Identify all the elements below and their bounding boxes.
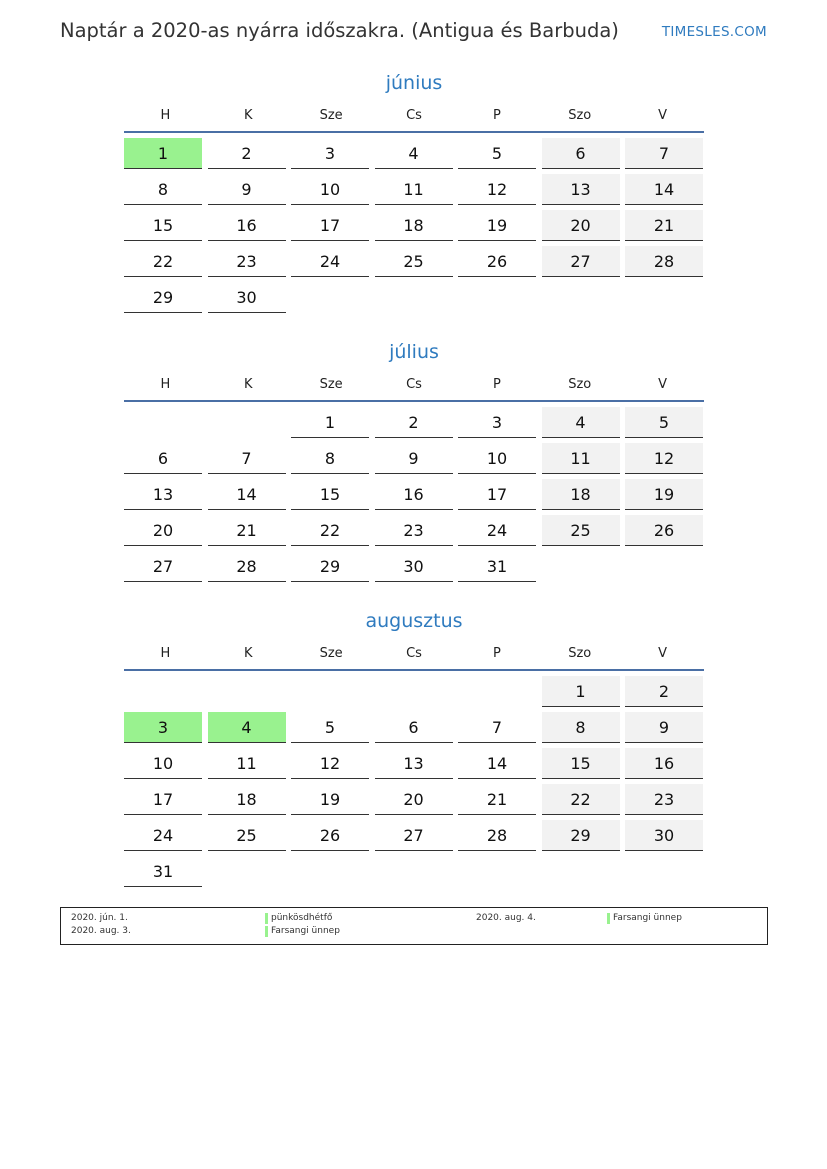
day-cell[interactable]: 14	[458, 748, 536, 779]
day-cell[interactable]: 6	[375, 712, 453, 743]
day-cell[interactable]: 22	[542, 784, 620, 815]
day-cell[interactable]: 30	[208, 282, 286, 313]
weekday-label: Szo	[568, 377, 592, 392]
weekday-label: H	[160, 108, 171, 123]
day-cell[interactable]: 5	[625, 407, 703, 438]
days-grid	[124, 671, 704, 892]
day-cell[interactable]: 3	[291, 138, 369, 169]
day-cell[interactable]: 23	[625, 784, 703, 815]
day-cell[interactable]: 2	[375, 407, 453, 438]
day-cell[interactable]: 29	[542, 820, 620, 851]
day-cell[interactable]: 23	[208, 246, 286, 277]
day-cell[interactable]: 9	[625, 712, 703, 743]
day-cell[interactable]: 7	[208, 443, 286, 474]
day-cell[interactable]: 12	[625, 443, 703, 474]
day-cell[interactable]: 26	[291, 820, 369, 851]
day-cell[interactable]: 16	[375, 479, 453, 510]
page-title: Naptár a 2020-as nyárra időszakra. (Antigua és Barbuda)	[60, 19, 619, 42]
weekday-header	[124, 640, 704, 671]
weekday-header	[124, 102, 704, 133]
day-cell[interactable]: 4	[542, 407, 620, 438]
day-cell[interactable]: 8	[291, 443, 369, 474]
day-cell[interactable]: 10	[124, 748, 202, 779]
empty-cell	[208, 676, 286, 707]
day-cell[interactable]: 27	[124, 551, 202, 582]
day-cell[interactable]: 31	[458, 551, 536, 582]
day-cell[interactable]: 18	[208, 784, 286, 815]
day-cell[interactable]: 16	[625, 748, 703, 779]
weekday-label: Cs	[406, 377, 422, 392]
day-cell[interactable]: 13	[375, 748, 453, 779]
month-title: augusztus	[365, 610, 463, 632]
day-cell[interactable]: 19	[625, 479, 703, 510]
day-cell[interactable]: 26	[458, 246, 536, 277]
day-cell[interactable]: 24	[291, 246, 369, 277]
day-cell[interactable]: 20	[375, 784, 453, 815]
empty-cell	[208, 407, 286, 438]
day-cell[interactable]: 8	[542, 712, 620, 743]
days-grid	[124, 133, 704, 318]
legend-holiday-name: Farsangi ünnep	[607, 913, 682, 923]
day-cell[interactable]: 13	[542, 174, 620, 205]
day-cell[interactable]: 6	[124, 443, 202, 474]
day-cell[interactable]: 14	[208, 479, 286, 510]
day-cell[interactable]: 12	[291, 748, 369, 779]
day-cell[interactable]: 13	[124, 479, 202, 510]
day-cell[interactable]: 16	[208, 210, 286, 241]
day-cell[interactable]: 18	[375, 210, 453, 241]
weekday-label: P	[492, 108, 501, 123]
legend-holiday-name: pünkösdhétfő	[265, 913, 332, 923]
day-cell[interactable]: 20	[124, 515, 202, 546]
weekday-label: K	[244, 646, 253, 661]
weekday-label: Cs	[406, 108, 422, 123]
weekday-label: K	[244, 108, 253, 123]
weekday-label: Cs	[406, 646, 422, 661]
weekday-label: K	[244, 377, 253, 392]
day-cell[interactable]: 31	[124, 856, 202, 887]
day-cell[interactable]: 20	[542, 210, 620, 241]
day-cell[interactable]: 26	[625, 515, 703, 546]
day-cell[interactable]: 8	[124, 174, 202, 205]
day-cell[interactable]: 28	[458, 820, 536, 851]
weekday-label: V	[658, 108, 668, 123]
day-cell[interactable]: 28	[625, 246, 703, 277]
month-august	[124, 608, 704, 892]
day-cell[interactable]: 29	[291, 551, 369, 582]
day-cell[interactable]: 19	[458, 210, 536, 241]
weekday-label: Sze	[319, 646, 343, 661]
day-cell[interactable]: 15	[124, 210, 202, 241]
day-cell[interactable]: 27	[375, 820, 453, 851]
legend-holiday-name: Farsangi ünnep	[265, 926, 340, 936]
day-cell[interactable]: 19	[291, 784, 369, 815]
day-cell[interactable]: 28	[208, 551, 286, 582]
weekday-label: P	[492, 646, 501, 661]
day-cell[interactable]: 2	[625, 676, 703, 707]
days-grid	[124, 402, 704, 587]
day-cell[interactable]: 17	[458, 479, 536, 510]
day-cell[interactable]: 29	[124, 282, 202, 313]
day-cell[interactable]: 10	[291, 174, 369, 205]
month-june	[124, 70, 704, 318]
weekday-label: V	[658, 646, 668, 661]
month-title: július	[389, 341, 439, 363]
day-cell[interactable]: 17	[124, 784, 202, 815]
weekday-header	[124, 371, 704, 402]
empty-cell	[124, 407, 202, 438]
weekday-label: H	[160, 377, 171, 392]
weekday-label: Sze	[319, 108, 343, 123]
day-cell[interactable]: 30	[625, 820, 703, 851]
day-cell[interactable]: 2	[208, 138, 286, 169]
day-cell[interactable]: 5	[291, 712, 369, 743]
day-cell[interactable]: 9	[208, 174, 286, 205]
weekday-label: Szo	[568, 108, 592, 123]
day-cell[interactable]: 22	[291, 515, 369, 546]
empty-cell	[124, 676, 202, 707]
weekday-label: Szo	[568, 646, 592, 661]
day-cell[interactable]: 4	[375, 138, 453, 169]
holiday-legend	[60, 907, 768, 945]
day-cell[interactable]: 10	[458, 443, 536, 474]
day-cell[interactable]: 24	[458, 515, 536, 546]
weekday-label: P	[492, 377, 501, 392]
empty-cell	[458, 676, 536, 707]
day-cell[interactable]: 5	[458, 138, 536, 169]
day-cell[interactable]: 6	[542, 138, 620, 169]
day-cell[interactable]: 1	[291, 407, 369, 438]
day-cell[interactable]: 1	[124, 138, 202, 169]
day-cell[interactable]: 23	[375, 515, 453, 546]
weekday-label: Sze	[319, 377, 343, 392]
day-cell[interactable]: 7	[458, 712, 536, 743]
day-cell[interactable]: 4	[208, 712, 286, 743]
weekday-label: V	[658, 377, 668, 392]
month-title: június	[385, 72, 443, 94]
day-cell[interactable]: 1	[542, 676, 620, 707]
day-cell[interactable]: 3	[124, 712, 202, 743]
day-cell[interactable]: 25	[542, 515, 620, 546]
day-cell[interactable]: 21	[625, 210, 703, 241]
day-cell[interactable]: 15	[542, 748, 620, 779]
day-cell[interactable]: 3	[458, 407, 536, 438]
day-cell[interactable]: 15	[291, 479, 369, 510]
day-cell[interactable]: 27	[542, 246, 620, 277]
day-cell[interactable]: 21	[208, 515, 286, 546]
day-cell[interactable]: 12	[458, 174, 536, 205]
site-brand-link[interactable]: TIMESLES.COM	[661, 24, 767, 40]
day-cell[interactable]: 22	[124, 246, 202, 277]
day-cell[interactable]: 21	[458, 784, 536, 815]
legend-date: 2020. aug. 3.	[71, 926, 131, 936]
empty-cell	[291, 676, 369, 707]
day-cell[interactable]: 11	[375, 174, 453, 205]
day-cell[interactable]: 17	[291, 210, 369, 241]
day-cell[interactable]: 24	[124, 820, 202, 851]
legend-date: 2020. jún. 1.	[71, 913, 128, 923]
day-cell[interactable]: 18	[542, 479, 620, 510]
month-july	[124, 339, 704, 587]
day-cell[interactable]: 9	[375, 443, 453, 474]
day-cell[interactable]: 11	[542, 443, 620, 474]
day-cell[interactable]: 11	[208, 748, 286, 779]
day-cell[interactable]: 30	[375, 551, 453, 582]
weekday-label: H	[160, 646, 171, 661]
day-cell[interactable]: 7	[625, 138, 703, 169]
legend-date: 2020. aug. 4.	[476, 913, 536, 923]
day-cell[interactable]: 25	[375, 246, 453, 277]
empty-cell	[375, 676, 453, 707]
day-cell[interactable]: 25	[208, 820, 286, 851]
day-cell[interactable]: 14	[625, 174, 703, 205]
